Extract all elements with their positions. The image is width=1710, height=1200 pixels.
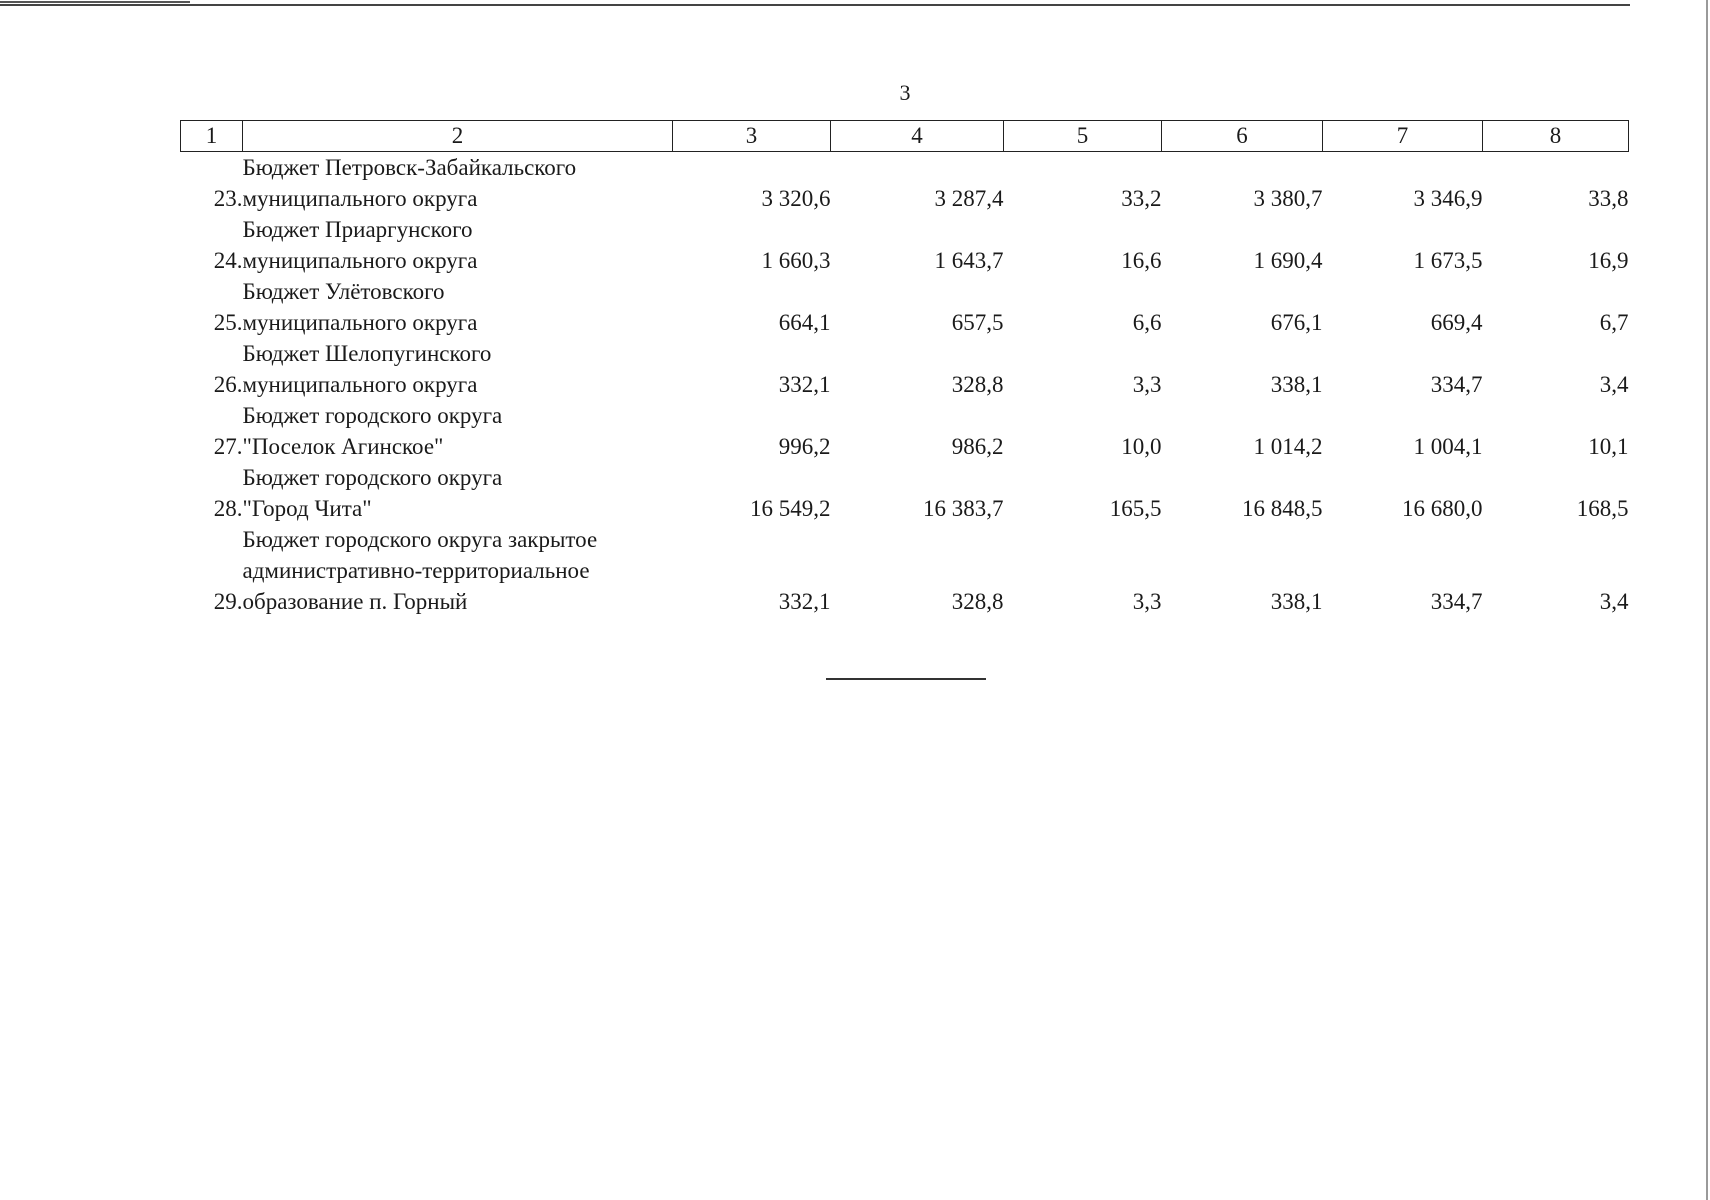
- budget-name: [243, 152, 673, 215]
- value-col-6: 338,1: [1270, 589, 1323, 614]
- table-row: [181, 524, 1629, 617]
- value-col-8: 10,1: [1588, 434, 1629, 459]
- value-col-7: 1 004,1: [1413, 434, 1483, 459]
- value-col-4: 1 643,7: [934, 248, 1004, 273]
- value-col-5: 16,6: [1121, 248, 1162, 273]
- budget-name-line: Бюджет Петровск-Забайкальского: [242, 155, 577, 180]
- value-col-6: 676,1: [1270, 310, 1323, 335]
- budget-table-container: [180, 120, 1628, 617]
- value-col-6: 338,1: [1270, 372, 1323, 397]
- value-col-4: 328,8: [951, 589, 1004, 614]
- row-number: 29.: [213, 589, 243, 614]
- row-number: 28.: [213, 496, 243, 521]
- value-col-8: 3,4: [1599, 372, 1629, 397]
- table-row: [181, 400, 1629, 462]
- value-col-8: 3,4: [1599, 589, 1629, 614]
- value-col-4: 986,2: [951, 434, 1004, 459]
- value-col-7: 16 680,0: [1402, 496, 1483, 521]
- value-col-3: 996,2: [778, 434, 831, 459]
- value-col-4: 3 287,4: [934, 186, 1004, 211]
- budget-name-line: Бюджет городского округа: [242, 403, 503, 428]
- scan-edge-line: [0, 1, 190, 3]
- value-col-7: 334,7: [1430, 372, 1483, 397]
- value-col-4: 16 383,7: [923, 496, 1004, 521]
- value-col-5: 10,0: [1121, 434, 1162, 459]
- budget-name-line: "Город Чита": [242, 496, 372, 521]
- column-number-header-row: [181, 121, 1629, 152]
- budget-name-line: административно-территориальное: [242, 558, 590, 583]
- column-header-8: 8: [1483, 121, 1629, 152]
- page-number: 3: [899, 80, 911, 105]
- budget-name-line: Бюджет городского округа: [242, 465, 503, 490]
- value-col-3: 332,1: [778, 589, 831, 614]
- budget-name: [243, 214, 673, 276]
- table-row: [181, 214, 1629, 276]
- value-col-5: 33,2: [1121, 186, 1162, 211]
- table-row: [181, 462, 1629, 524]
- value-col-4: 657,5: [951, 310, 1004, 335]
- table-body: [181, 152, 1629, 618]
- budget-name-line: муниципального округа: [242, 248, 478, 273]
- value-col-8: 16,9: [1588, 248, 1629, 273]
- value-col-6: 16 848,5: [1242, 496, 1323, 521]
- budget-name: [243, 462, 673, 524]
- row-number: 23.: [213, 186, 243, 211]
- column-header-1: 1: [181, 121, 243, 152]
- budget-name-line: Бюджет Улётовского: [242, 279, 445, 304]
- budget-name-line: муниципального округа: [242, 310, 478, 335]
- value-col-6: 3 380,7: [1253, 186, 1323, 211]
- value-col-5: 3,3: [1132, 372, 1162, 397]
- value-col-4: 328,8: [951, 372, 1004, 397]
- budget-name-line: образование п. Горный: [242, 589, 468, 614]
- table-row: [181, 276, 1629, 338]
- column-header-5: 5: [1004, 121, 1162, 152]
- budget-name: [243, 338, 673, 400]
- budget-table: [180, 120, 1629, 617]
- column-header-2: 2: [243, 121, 673, 152]
- table-row: [181, 152, 1629, 215]
- value-col-6: 1 014,2: [1253, 434, 1323, 459]
- budget-name: [243, 400, 673, 462]
- value-col-5: 165,5: [1109, 496, 1162, 521]
- budget-name: [243, 524, 673, 617]
- row-number: 24.: [213, 248, 243, 273]
- value-col-7: 334,7: [1430, 589, 1483, 614]
- budget-name: [243, 276, 673, 338]
- value-col-7: 1 673,5: [1413, 248, 1483, 273]
- value-col-7: 3 346,9: [1413, 186, 1483, 211]
- budget-name-line: муниципального округа: [242, 186, 478, 211]
- value-col-6: 1 690,4: [1253, 248, 1323, 273]
- column-header-7: 7: [1323, 121, 1483, 152]
- value-col-7: 669,4: [1430, 310, 1483, 335]
- value-col-8: 6,7: [1599, 310, 1629, 335]
- scan-edge-line: [1706, 0, 1708, 1200]
- budget-name-line: Бюджет Шелопугинского: [242, 341, 492, 366]
- row-number: 27.: [213, 434, 243, 459]
- value-col-3: 3 320,6: [761, 186, 831, 211]
- end-separator-line: [826, 678, 986, 680]
- column-header-4: 4: [831, 121, 1004, 152]
- value-col-5: 3,3: [1132, 589, 1162, 614]
- budget-name-line: муниципального округа: [242, 372, 478, 397]
- scan-edge-line: [0, 4, 1630, 6]
- value-col-3: 1 660,3: [761, 248, 831, 273]
- value-col-3: 16 549,2: [750, 496, 831, 521]
- column-header-3: 3: [673, 121, 831, 152]
- column-header-6: 6: [1162, 121, 1323, 152]
- value-col-3: 664,1: [778, 310, 831, 335]
- value-col-8: 33,8: [1588, 186, 1629, 211]
- budget-name-line: Бюджет городского округа закрытое: [242, 527, 598, 552]
- budget-name-line: Бюджет Приаргунского: [242, 217, 473, 242]
- value-col-5: 6,6: [1132, 310, 1162, 335]
- budget-name-line: "Поселок Агинское": [242, 434, 444, 459]
- row-number: 26.: [213, 372, 243, 397]
- value-col-3: 332,1: [778, 372, 831, 397]
- row-number: 25.: [213, 310, 243, 335]
- table-row: [181, 338, 1629, 400]
- value-col-8: 168,5: [1576, 496, 1629, 521]
